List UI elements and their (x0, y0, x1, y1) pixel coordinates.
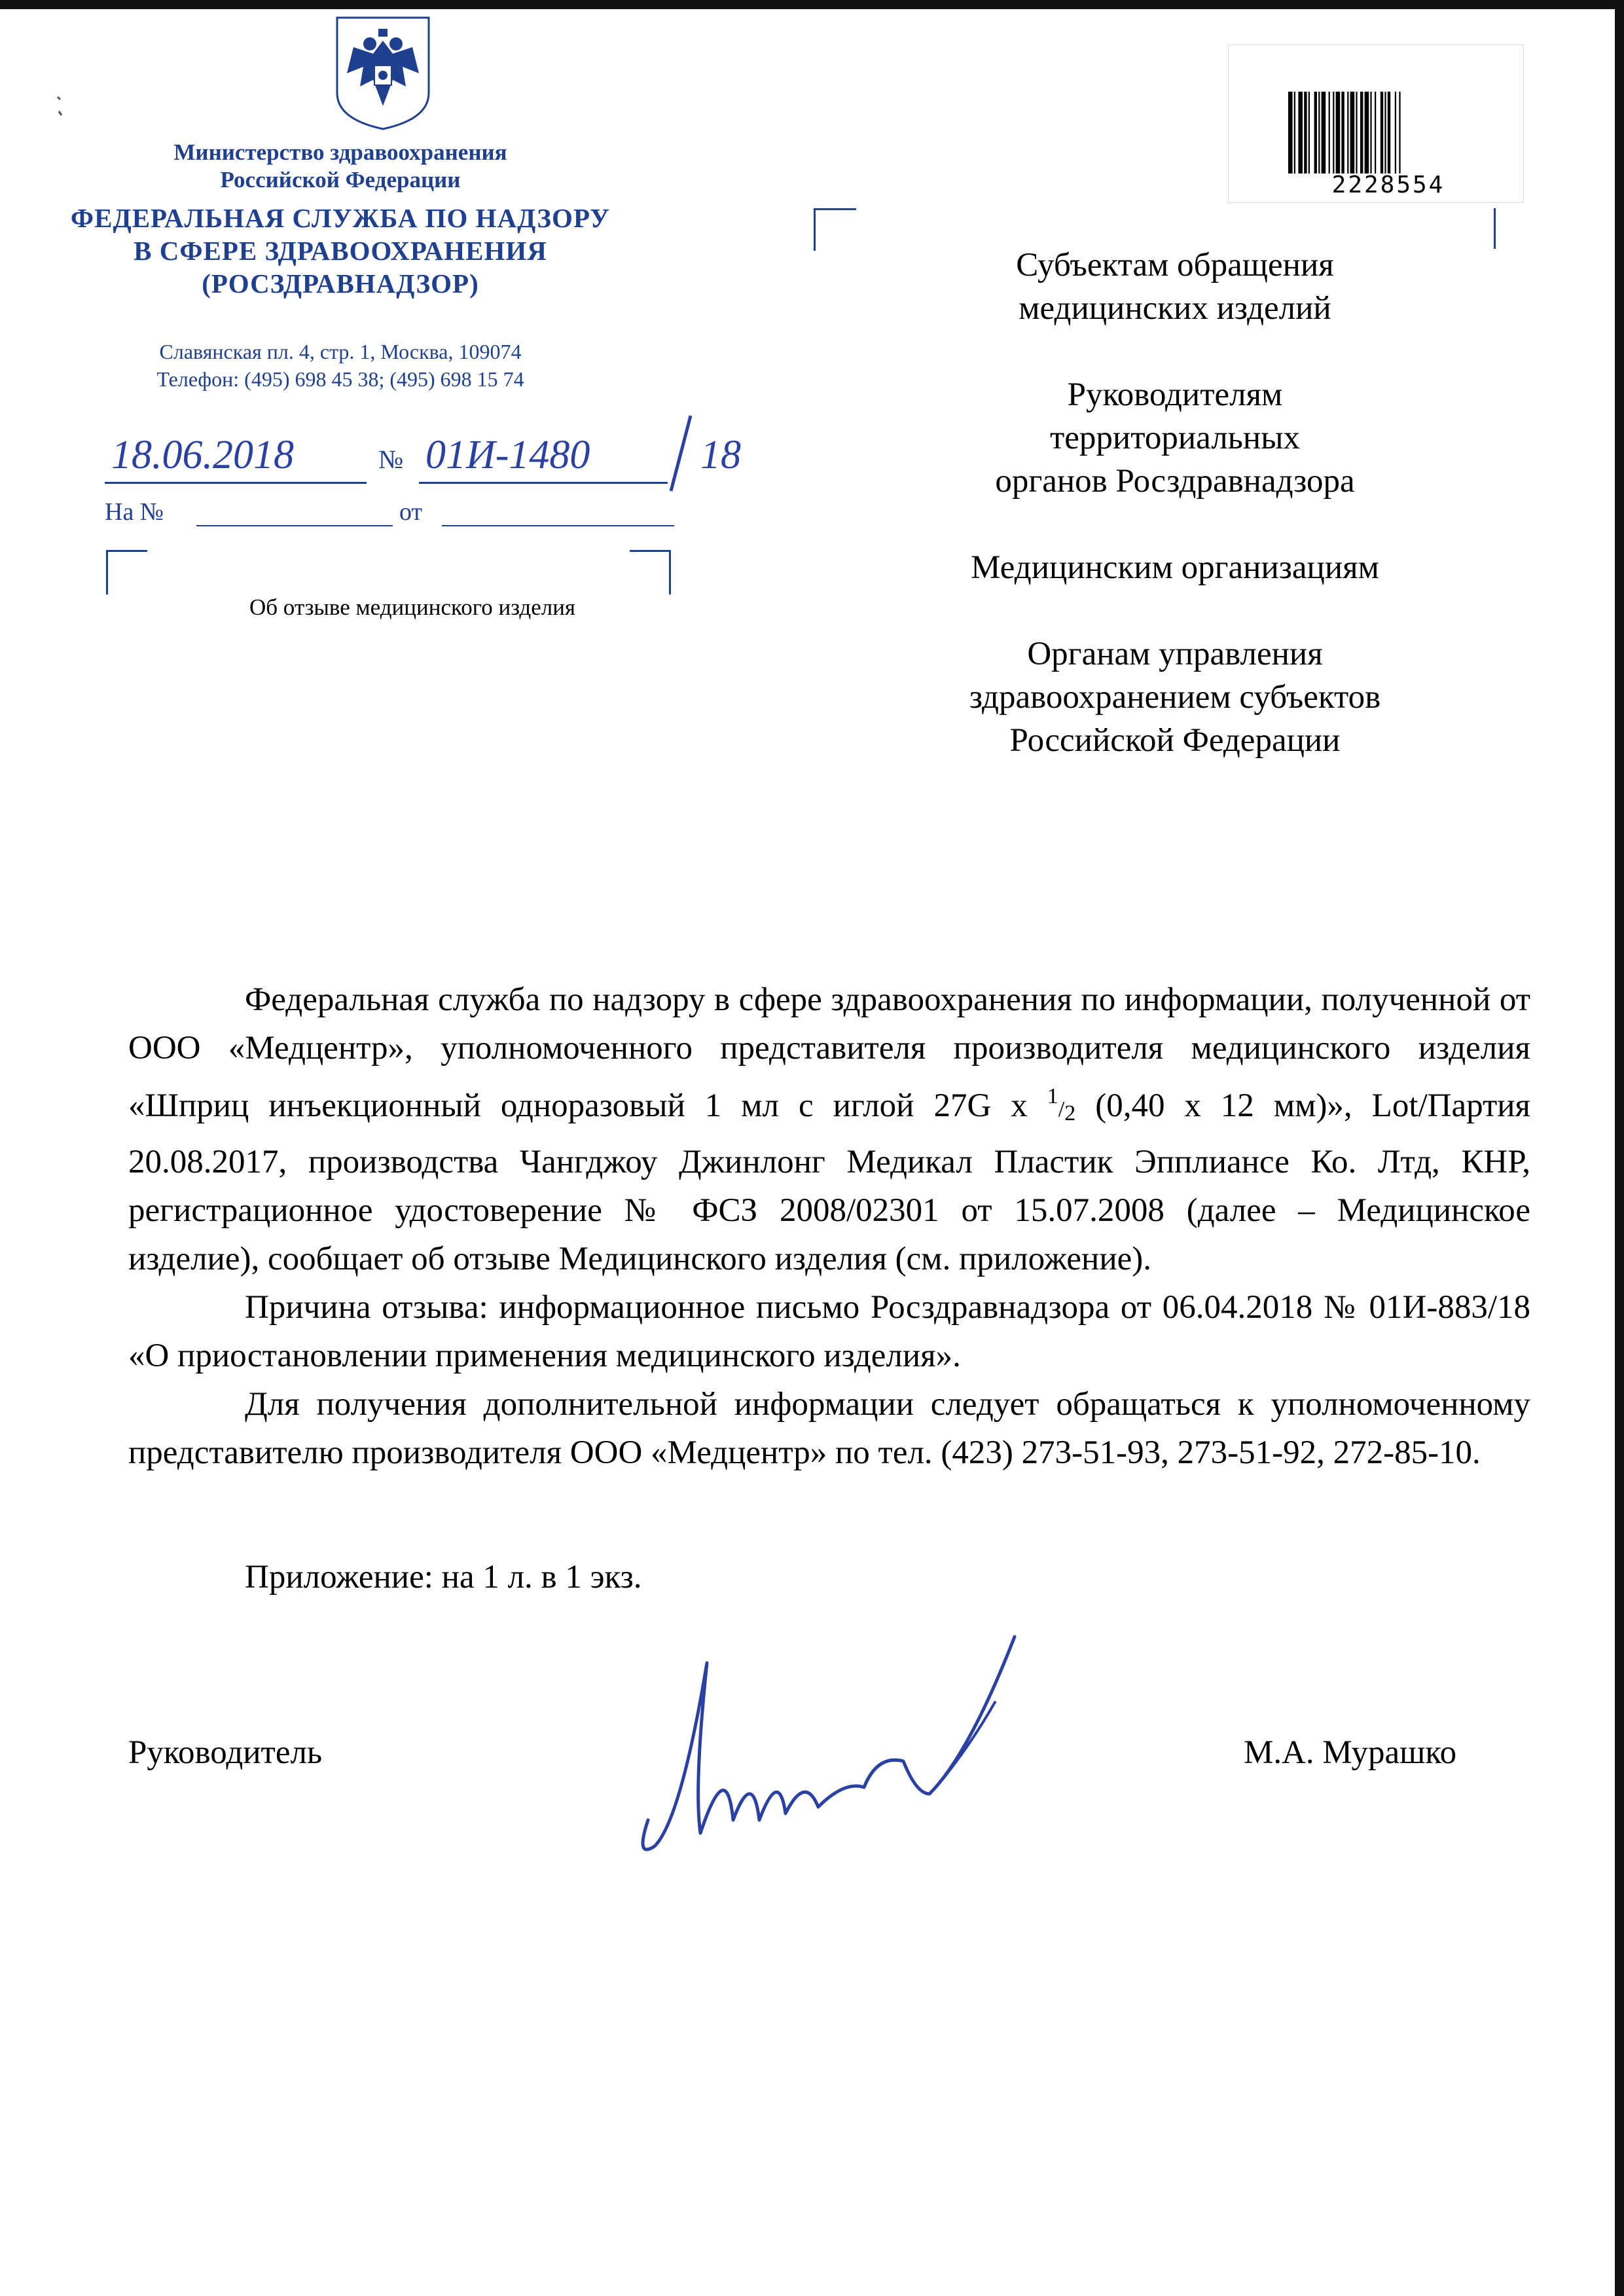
reply-date-label: от (399, 498, 423, 526)
signatory-name: М.А. Мурашко (1244, 1734, 1457, 1771)
barcode-bar (1347, 92, 1348, 173)
reply-reference (105, 498, 681, 530)
registration-number-main: 01И-1480 (425, 433, 590, 477)
barcode-bar (1375, 92, 1376, 173)
addressee-bracket-left (814, 208, 856, 251)
attachment-note: Приложение: на 1 л. в 1 экз. (245, 1559, 642, 1595)
number-underline (419, 482, 668, 484)
barcode-bar (1399, 92, 1400, 173)
reply-number-blank (196, 525, 393, 526)
addressee-line: Медицинским организациям (971, 549, 1379, 586)
barcode-bar (1365, 92, 1369, 173)
letter-body (128, 975, 1530, 1477)
addressee-line: Субъектам обращения (1016, 247, 1334, 283)
addressee-line: Органам управления (1027, 636, 1323, 672)
barcode-bar (1304, 92, 1307, 173)
addressee-subjects (903, 244, 1447, 330)
barcode-bar (1288, 92, 1293, 173)
barcode-bar (1294, 92, 1295, 173)
addressee-line: Российской Федерации (1009, 722, 1341, 759)
signatory-position: Руководитель (128, 1734, 323, 1771)
registration-number-suffix: 18 (700, 433, 741, 477)
date-underline (105, 482, 367, 484)
barcode (1287, 92, 1490, 173)
body-paragraph-notice (128, 975, 1530, 1283)
barcode-bar (1380, 92, 1383, 173)
addressee-bracket-right (1494, 208, 1496, 249)
address-line: Славянская пл. 4, стр. 1, Москва, 109074 (159, 340, 522, 363)
body-paragraph-reason: Причина отзыва: информационное письмо Росздравнадзора от 06.04.2018 № 01И-883/18 «О приостановлении применения медицинского изделия». (128, 1289, 1530, 1374)
service-line: (РОСЗДРАВНАДЗОР) (202, 268, 479, 299)
registration-line (105, 432, 741, 491)
notice-text-end: (0,40 x 12 мм)», Lot/Партия 20.08.2017, производства Чангджоу Джинлонг Медикал Пластик Эпплиансе Ко. Лтд, КНР, регистрационное удостоверение № ФСЗ 2008/02301 от 15.07.2008 (далее – Медицинское изделие), сообщает об отзыве Медицинского изделия (см. приложение). (128, 1087, 1530, 1277)
notice-text-start: Федеральная служба по надзору в сфере здравоохранения по информации, полученной от ООО «Медцентр», уполномоченного представителя производителя медицинского изделия «Шприц инъекционный одноразовый 1 мл с иглой 27G x (128, 981, 1530, 1124)
addressee-line: органов Росздравнадзора (995, 463, 1355, 500)
service-address (65, 338, 615, 393)
addressee-line: территориальных (1050, 420, 1300, 456)
scan-edge-right (1615, 0, 1624, 2296)
barcode-bar (1308, 92, 1310, 173)
service-name (65, 202, 615, 300)
addressee-territorial-heads (903, 373, 1447, 503)
ministry-line: Российской Федерации (220, 167, 461, 192)
barcode-bar (1395, 92, 1396, 173)
addressee-medical-organizations (903, 546, 1447, 589)
barcode-bar (1350, 92, 1355, 173)
barcode-bar (1336, 92, 1341, 173)
addressee-line: Руководителям (1067, 376, 1283, 413)
addressee-block (903, 244, 1447, 805)
subject-bracket-right (630, 550, 671, 594)
service-line: В СФЕРЕ ЗДРАВООХРАНЕНИЯ (134, 236, 547, 266)
barcode-bar (1333, 92, 1334, 173)
fraction-numerator: 1 (1047, 1084, 1058, 1108)
ministry-line: Министерство здравоохранения (173, 139, 507, 165)
barcode-bar (1360, 92, 1363, 173)
letter-subject: Об отзыве медицинского изделия (249, 594, 576, 620)
subject-bracket-left (106, 550, 147, 594)
ministry-name (65, 139, 615, 194)
barcode-bar (1318, 92, 1320, 173)
registration-date: 18.06.2018 (111, 433, 294, 477)
handwritten-signature (628, 1624, 1034, 1859)
reply-number-label: На № (105, 498, 164, 526)
scan-dust-mark (52, 92, 79, 124)
barcode-bar (1356, 92, 1357, 173)
addressee-line: здравоохранением субъектов (969, 679, 1381, 716)
addressee-health-authorities (903, 632, 1447, 762)
phone-line: Телефон: (495) 698 45 38; (495) 698 15 74 (156, 367, 524, 391)
barcode-bar (1322, 92, 1326, 173)
barcode-bar (1314, 92, 1317, 173)
fraction: 1/2 (1047, 1084, 1076, 1125)
barcode-bar (1341, 92, 1344, 173)
barcode-bar (1329, 92, 1330, 173)
barcode-bar (1384, 92, 1386, 173)
barcode-number: 2228554 (1331, 172, 1445, 198)
fraction-denominator: 2 (1064, 1101, 1076, 1125)
scan-edge-top (0, 0, 1624, 9)
reply-date-blank (442, 525, 674, 526)
addressee-line: медицинских изделий (1019, 290, 1331, 327)
registration-number (425, 432, 590, 479)
service-line: ФЕДЕРАЛЬНАЯ СЛУЖБА ПО НАДЗОРУ (70, 203, 611, 233)
number-label: № (378, 445, 404, 474)
barcode-bar (1298, 92, 1303, 173)
barcode-bar (1388, 92, 1390, 173)
coat-of-arms-icon (334, 14, 432, 131)
body-paragraph-contact: Для получения дополнительной информации следует обращаться к уполномоченному представителю производителя ООО «Медцентр» по тел. (423) 273-51-93, 273-51-92, 272-85-10. (128, 1386, 1530, 1471)
barcode-bar (1370, 92, 1371, 173)
